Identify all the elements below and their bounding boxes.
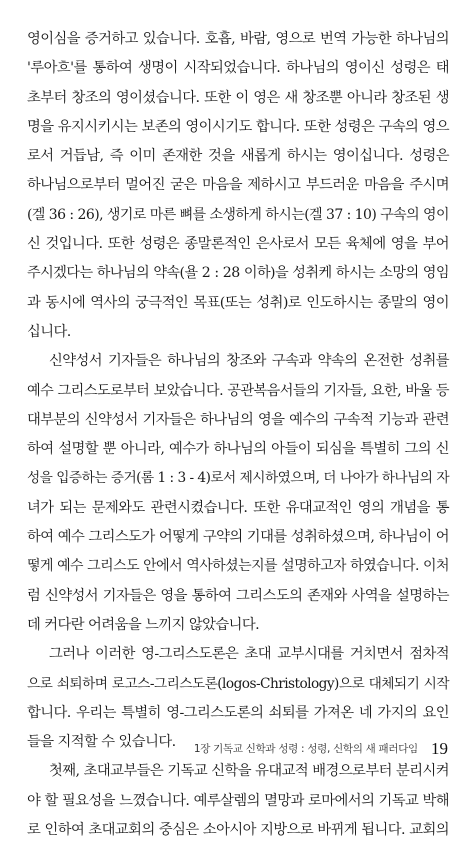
text-line: '루아흐'를 통하여 생명이 시작되었습니다. 하나님의 영이신 성령은 태 — [27, 60, 449, 77]
text-line: 으로 쇠퇴하며 로고스-그리스도론(logos-Christology)으로 대체되기 시작 — [27, 675, 449, 692]
text-line: 녀가 되는 문제와도 관련시켰습니다. 또한 유대교적인 영의 개념을 통 — [27, 499, 449, 516]
text-line: 대부분의 신약성서 기자들은 하나님의 영을 예수의 구속적 기능과 관련 — [27, 411, 449, 428]
text-line: 하여 설명할 뿐 아니라, 예수가 하나님의 아들이 되심을 특별히 그의 신 — [27, 441, 449, 458]
text-line: 영이심을 증거하고 있습니다. 호흡, 바람, 영으로 번역 가능한 하나님의 — [27, 31, 449, 47]
body-text — [27, 25, 449, 845]
text-line: 과 동시에 역사의 궁극적인 목표(또는 성취)로 인도하시는 종말의 영이 — [27, 294, 449, 311]
paragraph-first-line: 신약성서 기자들은 하나님의 창조와 구속과 약속의 온전한 성취를 — [49, 353, 449, 370]
text-line: (겔 36 : 26), 생기로 마른 뼈를 소생하게 하시는(겔 37 : 10) 구속의 영이 — [27, 206, 449, 223]
text-line: 명을 유지시키시는 보존의 영이시기도 합니다. 또한 성령은 구속의 영으 — [27, 118, 449, 135]
text-line: 떻게 예수 그리스도 안에서 역사하셨는지를 설명하고자 하였습니다. 이처 — [27, 558, 449, 575]
text-line: 럼 신약성서 기자들은 영을 통하여 그리스도의 존재와 사역을 설명하는 — [27, 587, 449, 604]
text-line: 하나님으로부터 멀어진 굳은 마음을 제하시고 부드러운 마음을 주시며 — [27, 177, 449, 194]
text-line: 성을 입증하는 증거(롬 1 : 3 - 4)로서 제시하였으며, 더 나아가 하나님의 자 — [27, 470, 449, 487]
running-title: 1장 기독교 신학과 성령 : 성령, 신학의 새 패러다임 — [193, 743, 418, 755]
text-line: 신 것입니다. 또한 성령은 종말론적인 은사로서 모든 육체에 영을 부어 — [27, 236, 449, 253]
text-line: 들을 지적할 수 있습니다. — [27, 734, 176, 751]
text-line: 예수 그리스도로부터 보았습니다. 공관복음서들의 기자들, 요한, 바울 등 — [27, 382, 449, 399]
paragraph-first-line: 그러나 이러한 영-그리스도론은 초대 교부시대를 거치면서 점차적 — [49, 646, 449, 663]
text-line: 하여 예수 그리스도가 어떻게 구약의 기대를 성취하셨으며, 하나님이 어 — [27, 529, 449, 546]
paragraph-first-line: 첫째, 초대교부들은 기독교 신학을 유대교적 배경으로부터 분리시켜 — [49, 763, 449, 780]
page-number: 19 — [431, 738, 448, 758]
page-footer — [0, 738, 448, 764]
text-line: 합니다. 우리는 특별히 영-그리스도론의 쇠퇴를 가져온 네 가지의 요인 — [27, 704, 449, 721]
text-line: 초부터 창조의 영이셨습니다. 또한 이 영은 새 창조뿐 아니라 창조된 생 — [27, 89, 449, 106]
text-line: 야 할 필요성을 느꼈습니다. 예루살렘의 멸망과 로마에서의 기독교 박해 — [27, 792, 449, 809]
text-line: 십니다. — [27, 323, 71, 340]
text-line: 주시겠다는 하나님의 약속(욜 2 : 28 이하)을 성취케 하시는 소망의 영임 — [27, 265, 449, 282]
text-line: 데 커다란 어려움을 느끼지 않았습니다. — [27, 616, 260, 633]
text-line: 로 인하여 초대교회의 중심은 소아시아 지방으로 바뀌게 됩니다. 교회의 — [27, 822, 449, 839]
text-line: 로서 거듭남, 즉 이미 존재한 것을 새롭게 하시는 영이십니다. 성령은 — [27, 148, 449, 165]
